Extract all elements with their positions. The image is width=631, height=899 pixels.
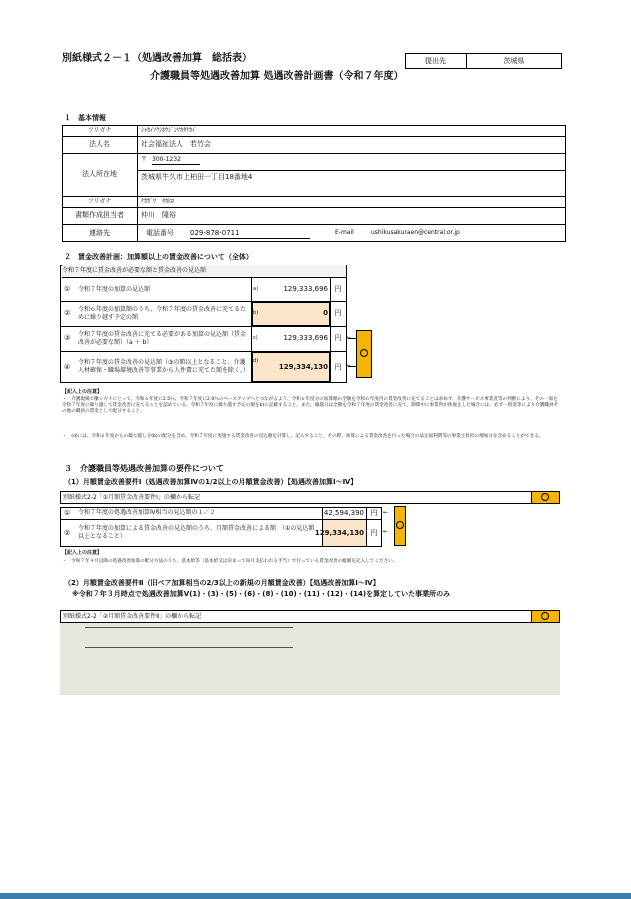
section3-title: ３ 介護職員等処遇改善加算の要件について: [64, 464, 224, 473]
item-value-3[interactable]: 129,333,696: [283, 334, 328, 342]
arrow-left-icon: ←: [383, 528, 389, 535]
item-unit-4: 円: [334, 362, 342, 371]
section2-note-title: 【記入上の注意】: [62, 389, 103, 395]
arrow-left-icon: ←: [383, 509, 389, 516]
item-num-3: ③: [64, 334, 71, 342]
form-title: 別紙様式２－１（処遇改善加算 総括表）: [62, 53, 252, 64]
furigana-label: フリガナ: [87, 126, 112, 134]
sub1-label-2: 令和７年度の加算による賃金改善の見込額のうち、月額賃金改善による額 （①の見込額以上となること）: [78, 525, 315, 540]
item-unit-3: 円: [334, 334, 342, 342]
sub1-unit-1: 円: [370, 508, 378, 517]
sub1-value-1[interactable]: 42,594,390: [323, 508, 364, 517]
item-num-4: ④: [64, 362, 71, 371]
sub2-check-circle-icon: [541, 612, 549, 620]
sub1-note: ・ 令和７年４月以降の処遇改善加算の配分方法のうち、基本給等（基本給又は決まって毎月支払われる手当）で行っている賃金改善の総額を記入してください。: [62, 559, 398, 564]
section1-title: １ 基本情報: [64, 114, 106, 122]
contact-label: 連絡先: [89, 228, 110, 237]
item-key-2: b): [253, 310, 259, 316]
sub1-ref: 別紙様式2-2「①月額賃金改善要件Ⅰ」の欄から転記: [60, 491, 560, 504]
section2-note-1: ・ 介護現場で働く方々にとって、令和６年度に2.5％、令和７年度に2.0％のベースアップへとつながるよう、令和６年度分の加算額の全額を令和６年度内の賃金改善に充てることは求めず、介護サービス事業者等の判断により、その一部を令和７年度に繰り越して賃金改善に充てることを認めている。令和７年度に繰り越す予定の額をb)に記載すること。また、繰越分は全額を令和７年度の賃金改善に充て、期間中に事業所が休廃止した場合には、必ず一時金等により介護職員その他の職員の賃金として配分すること。: [62, 397, 559, 415]
sub1-value-2[interactable]: 129,334,130: [314, 528, 364, 537]
item-key-4: d): [253, 357, 259, 364]
sub1-unit-2: 円: [370, 528, 378, 537]
sub1-note-title: 【記入上の注意】: [62, 550, 103, 556]
item-label-2: 令和６年度の加算額のうち、令和７年度の賃金改善に充てるために繰り越す予定の額: [78, 305, 247, 321]
corp-name-label: 法人名: [89, 140, 110, 148]
furigana2-field[interactable]: ﾅｶｶﾞﾜ ﾀｶﾋﾛ: [141, 197, 175, 205]
furigana-field[interactable]: ｼｬｶｲﾌｸｼﾎｳｼﾞﾝﾜｶﾀｹｶｲ: [141, 126, 196, 134]
item-num-2: ②: [64, 309, 71, 317]
wage-plan-subheader: 令和７年度に賃金改善が必要な額と賃金改善の見込額: [62, 265, 346, 278]
sub2-title2: ※令和７年３月時点で処遇改善加算Ⅴ(1)・(3)・(5)・(6)・(8)・(10)・(11)・(12)・(14)を算定していた事業所のみ: [72, 590, 451, 598]
email-label: E-mail: [335, 229, 354, 236]
tel-field[interactable]: 029-878-0711: [190, 228, 240, 237]
item-key-3: c): [253, 335, 258, 341]
item-value-1[interactable]: 129,333,696: [283, 285, 328, 293]
bottom-bar: [0, 893, 631, 899]
sub1-num-1: ①: [64, 508, 71, 517]
sub1-result-circle-icon: [396, 521, 404, 529]
postal-code-field[interactable]: 300-1232: [152, 155, 200, 165]
main-title: 介護職員等処遇改善加算 処遇改善計画書（令和７年度）: [150, 71, 404, 82]
sub2-content-area: [60, 623, 560, 695]
submit-label: 提出先: [425, 56, 446, 65]
sub1-title: （1）月額賃金改善要件Ⅰ（処遇改善加算Ⅳの1/2以上の月額賃金改善）【処遇改善加算Ⅰ～Ⅳ】: [64, 478, 358, 486]
submit-value[interactable]: 茨城県: [503, 56, 525, 65]
corp-name-field[interactable]: 社会福祉法人 若竹会: [141, 140, 211, 148]
address-label: 法人所在地: [82, 170, 117, 178]
section2-note-2: ・ (d)には、令和６年度からの繰り越し分(b)の配分を含め、令和７年度に実施する賃金改善の見込額を計算し、記入すること。その際、加算による賃金改善を行った場合の法定福利費等の事業主負担の増加分を含めることができる。: [62, 434, 544, 439]
check-circle-icon: [360, 349, 368, 357]
sub1-label-1: 令和７年度の処遇改善加算Ⅳ相当の見込額の１／２: [78, 509, 216, 516]
item-label-3: 令和７年度の賃金改善に充てる必要がある加算の見込額（賃金改善が必要な額）（a ＋ b）: [78, 330, 247, 346]
arrow-left-icon: ←: [346, 362, 352, 369]
item-label-4: 令和７年度の賃金改善の見込額（③の額以上となること。介護人材確保・職場環境改善等事業から人件費に充てた額を除く。）: [78, 359, 249, 374]
sub2-title: （2）月額賃金改善要件Ⅱ（旧ベア加算相当の2/3以上の新規の月額賃金改善）【処遇改善加算Ⅰ～Ⅳ】: [64, 579, 380, 587]
postal-mark: 〒: [141, 156, 148, 163]
furigana2-label: フリガナ: [87, 197, 112, 205]
email-field[interactable]: ushikusakuraen@central.or.jp: [371, 229, 460, 236]
item-key-1: a): [253, 286, 259, 292]
address-field[interactable]: 茨城県牛久市上柏田一丁目18番地4: [141, 172, 253, 181]
sub1-check-circle-icon: [541, 493, 549, 501]
author-label: 書類作成担当者: [75, 211, 124, 219]
item-value-4[interactable]: 129,334,130: [278, 362, 328, 371]
section2-title: ２ 賃金改善計画：加算額以上の賃金改善について（全体）: [64, 253, 253, 261]
item-unit-1: 円: [334, 285, 342, 293]
arrow-left-icon: ←: [346, 334, 352, 341]
item-num-1: ①: [64, 285, 71, 293]
item-unit-2: 円: [334, 309, 342, 317]
item-label-1: 令和７年度の加算の見込額: [78, 285, 151, 293]
item-value-2[interactable]: 0: [323, 309, 328, 317]
author-field[interactable]: 仲川 隆裕: [141, 211, 176, 219]
sub1-num-2: ②: [64, 528, 71, 537]
tel-label: 電話番号: [146, 228, 174, 237]
sub2-ref: 別紙様式2-2「②月額賃金改善要件Ⅱ」の欄から転記: [60, 610, 560, 623]
